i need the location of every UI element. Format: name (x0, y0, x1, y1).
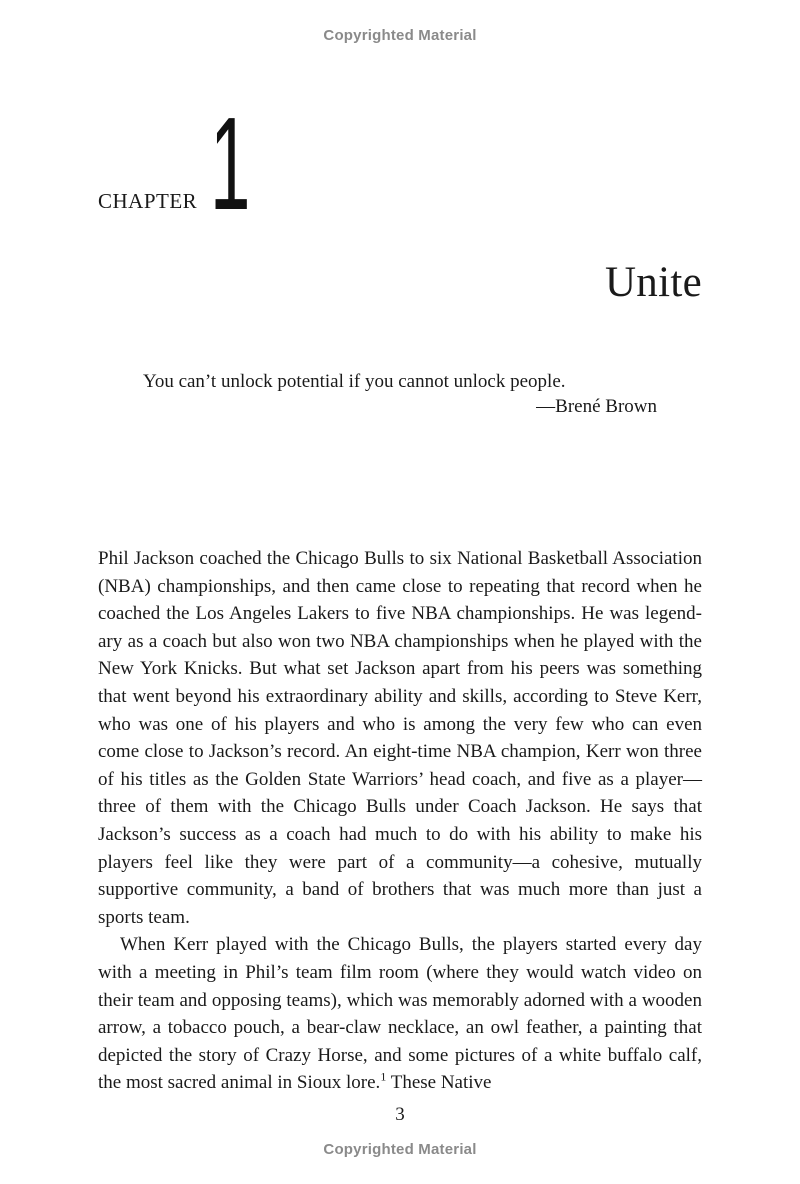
copyright-watermark-bottom: Copyrighted Material (323, 1141, 477, 1158)
chapter-title: Unite (604, 259, 702, 306)
paragraph (98, 931, 702, 1097)
chapter-number: 1 (210, 90, 251, 237)
paragraph-text: When Kerr played with the Chicago Bulls, the players started every day with a meeting in Phil’s team film room (where they would watch video on their team and opposing teams), which was memorably adorned with a wooden arrow, a tobacco pouch, a bear-claw necklace, an owl feather, a painting that depicted the story of Crazy Horse, and some pictures of a white buffalo calf, the most sacred animal in Sioux lore. (98, 934, 702, 1094)
epigraph-attribution: —Brené Brown (536, 396, 657, 417)
copyright-watermark-top: Copyrighted Material (323, 27, 477, 44)
chapter-label: CHAPTER (98, 189, 198, 213)
footnote-reference[interactable]: 1 (380, 1069, 387, 1084)
paragraph: Phil Jackson coached the Chicago Bulls to six National Basketball Association (NBA) championships, and then came close to repeating that record when he coached the Los Angeles Lakers to five NBA championships. He was legendary as a coach but also won two NBA championships when he played with the New York Knicks. But what set Jackson apart from his peers was something that went beyond his extraordinary ability and skills, according to Steve Kerr, who was one of his players and who is among the very few who can even come close to Jackson’s record. An eight-time NBA champion, Kerr won three of his titles as the Golden State Warriors’ head coach, and five as a player—three of them with the Chicago Bulls under Coach Jackson. He says that Jackson’s success as a coach had much to do with his ability to make his players feel like they were part of a community—a cohesive, mutually supportive community, a band of brothers that was much more than just a sports team. (98, 548, 702, 928)
body-text (98, 545, 702, 1097)
page-number: 3 (395, 1104, 405, 1125)
epigraph-quote: You can’t unlock potential if you cannot unlock people. (143, 371, 566, 392)
paragraph-text-continued: These Native (386, 1072, 492, 1094)
